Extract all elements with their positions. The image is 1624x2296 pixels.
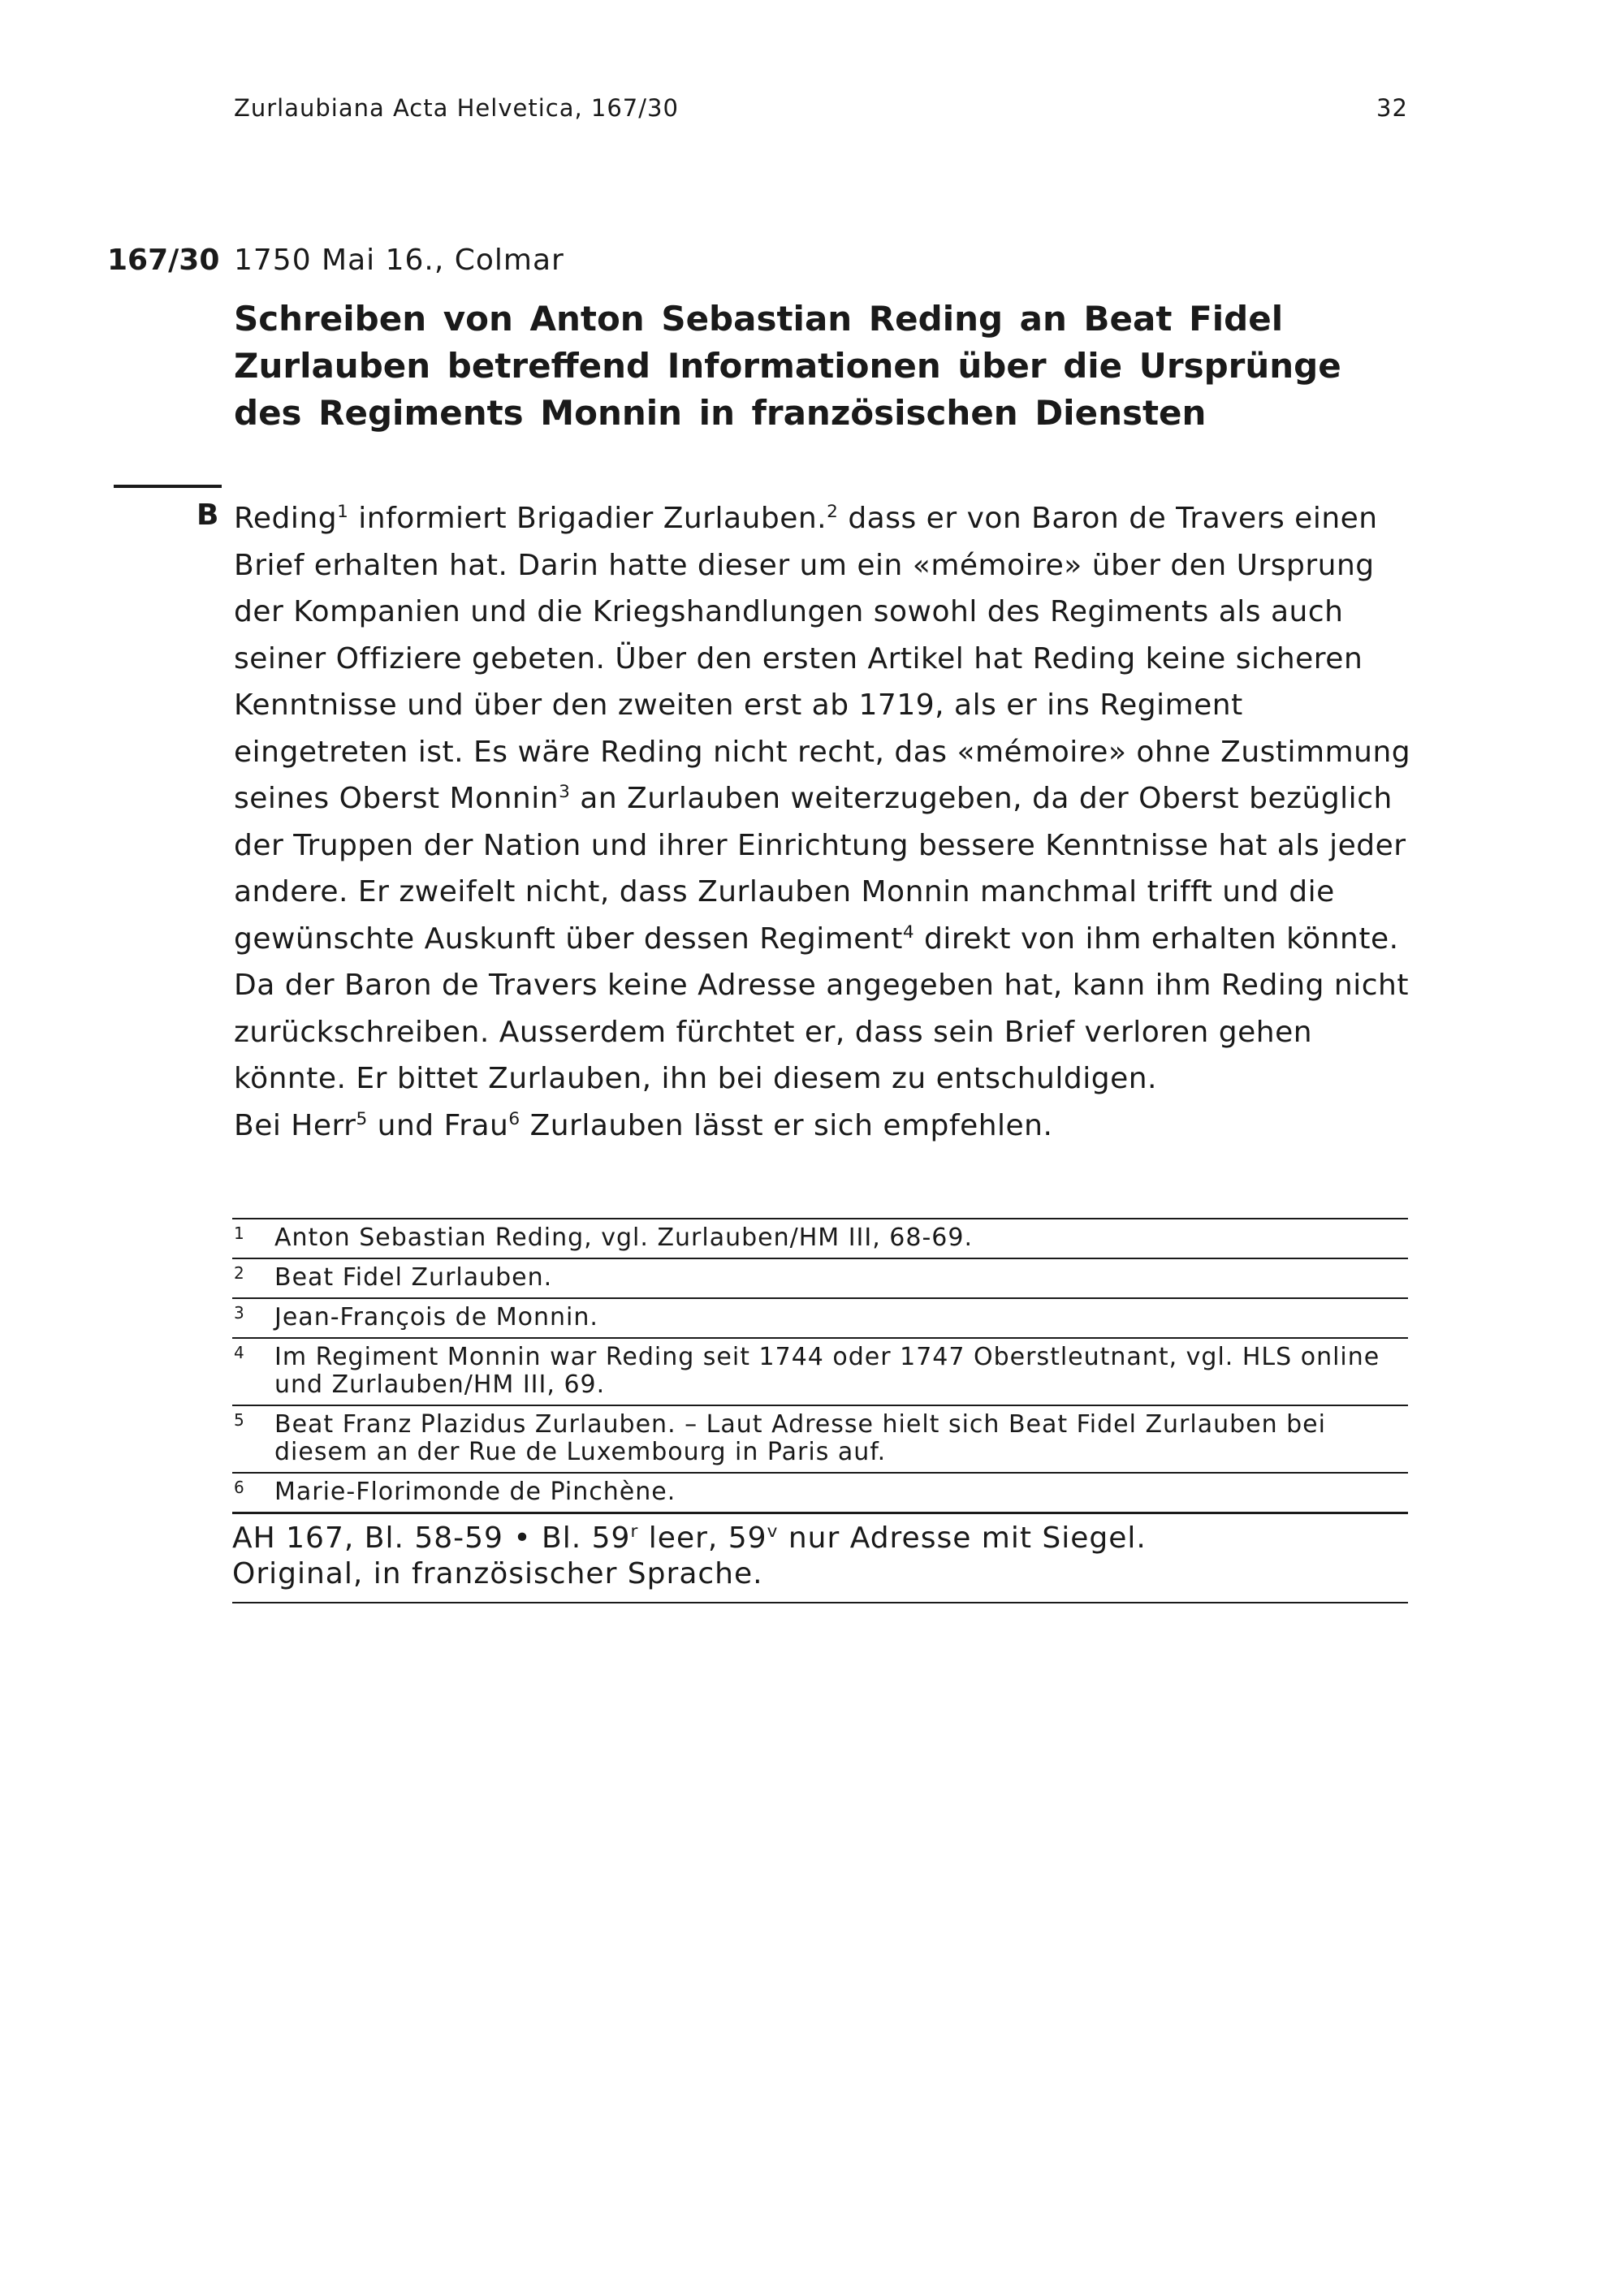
footnote-number: 1 <box>234 1224 245 1243</box>
footnotes <box>232 1218 1408 1603</box>
footnote-item <box>232 1258 1408 1297</box>
section-marker: B <box>197 498 219 532</box>
section-divider <box>114 485 222 488</box>
running-header: Zurlaubiana Acta Helvetica, 167/30 <box>234 94 679 122</box>
footnote-ref[interactable]: 2 <box>827 502 839 523</box>
footnote-ref[interactable]: 4 <box>902 921 915 943</box>
footnote-ref[interactable]: 1 <box>337 502 349 523</box>
footnote-number: 6 <box>234 1478 245 1497</box>
footnote-item <box>232 1472 1408 1512</box>
regest-body <box>234 495 1419 1149</box>
footnote-item <box>232 1337 1408 1405</box>
regest-paragraph-2: Da der Baron de Travers keine Adresse angegeben hat, kann ihm Reding nicht zurückschreiben. Ausserdem fürchtet er, dass sein Brief verloren gehen könnte. Er bittet Zurlauben, ihn bei diesem zu entschuldigen. <box>234 969 1409 1095</box>
footnote-text: Marie-Florimonde de Pinchène. <box>274 1478 676 1506</box>
source-note <box>232 1512 1408 1603</box>
source-line-1: AH 167, Bl. 58-59 • Bl. 59$^r$ leer, 59$^v$ nur Adresse mit Siegel. <box>232 1521 1147 1555</box>
document-date-place: 1750 Mai 16., Colmar <box>234 244 564 277</box>
regest-paragraph-3: Bei Herr$^5$ und Frau$^6$ Zurlauben lässt er sich empfehlen. <box>234 1108 1053 1142</box>
footnote-number: 5 <box>234 1410 245 1430</box>
footnote-text: Jean-François de Monnin. <box>274 1303 598 1331</box>
source-line-2: Original, in französischer Sprache. <box>232 1557 763 1590</box>
footnote-item <box>232 1297 1408 1337</box>
document-number: 167/30 <box>107 244 220 277</box>
page-number: 32 <box>1376 94 1408 122</box>
footnote-number: 4 <box>234 1343 245 1362</box>
footnote-item <box>232 1218 1408 1258</box>
footnote-ref[interactable]: 6 <box>508 1108 520 1129</box>
footnote-text: Im Regiment Monnin war Reding seit 1744 oder 1747 Oberstleutnant, vgl. HLS online und Zurlauben/HM III, 69. <box>274 1343 1380 1399</box>
footnote-ref[interactable]: 5 <box>356 1108 368 1129</box>
footnote-text: Anton Sebastian Reding, vgl. Zurlauben/HM III, 68-69. <box>274 1224 974 1252</box>
footnote-item <box>232 1405 1408 1472</box>
footnote-text: Beat Franz Plazidus Zurlauben. – Laut Adresse hielt sich Beat Fidel Zurlauben bei diesem an der Rue de Luxembourg in Paris auf. <box>274 1410 1326 1466</box>
footnote-number: 2 <box>234 1263 245 1283</box>
footnote-text: Beat Fidel Zurlauben. <box>274 1263 553 1292</box>
footnote-ref[interactable]: 3 <box>559 782 571 803</box>
regest-paragraph-1: Reding$^1$ informiert Brigadier Zurlauben.$^2$ dass er von Baron de Travers einen Brief erhalten hat. Darin hatte dieser um ein «mémoire» über den Ursprung der Kompanien und die Kriegshandlungen sowohl des Regiments als auch seiner Offiziere gebeten. Über den ersten Artikel hat Reding keine sicheren Kenntnisse und über den zweiten erst ab 1719, als er ins Regiment eingetreten ist. Es wäre Reding nicht recht, das «mémoire» ohne Zustimmung seines Oberst Monnin$^3$ an Zurlauben weiterzugeben, da der Oberst bezüglich der Truppen der Nation und ihrer Einrichtung bessere Kenntnisse hat als jeder andere. Er zweifelt nicht, dass Zurlauben Monnin manchmal trifft und die gewünschte Auskunft über dessen Regiment$^4$ direkt von ihm erhalten könnte. <box>234 502 1411 956</box>
document-title: Schreiben von Anton Sebastian Reding an Beat Fidel Zurlauben betreffend Informationen über die Ursprünge des Regiments Monnin in französischen Diensten <box>234 299 1341 433</box>
footnote-number: 3 <box>234 1303 245 1323</box>
